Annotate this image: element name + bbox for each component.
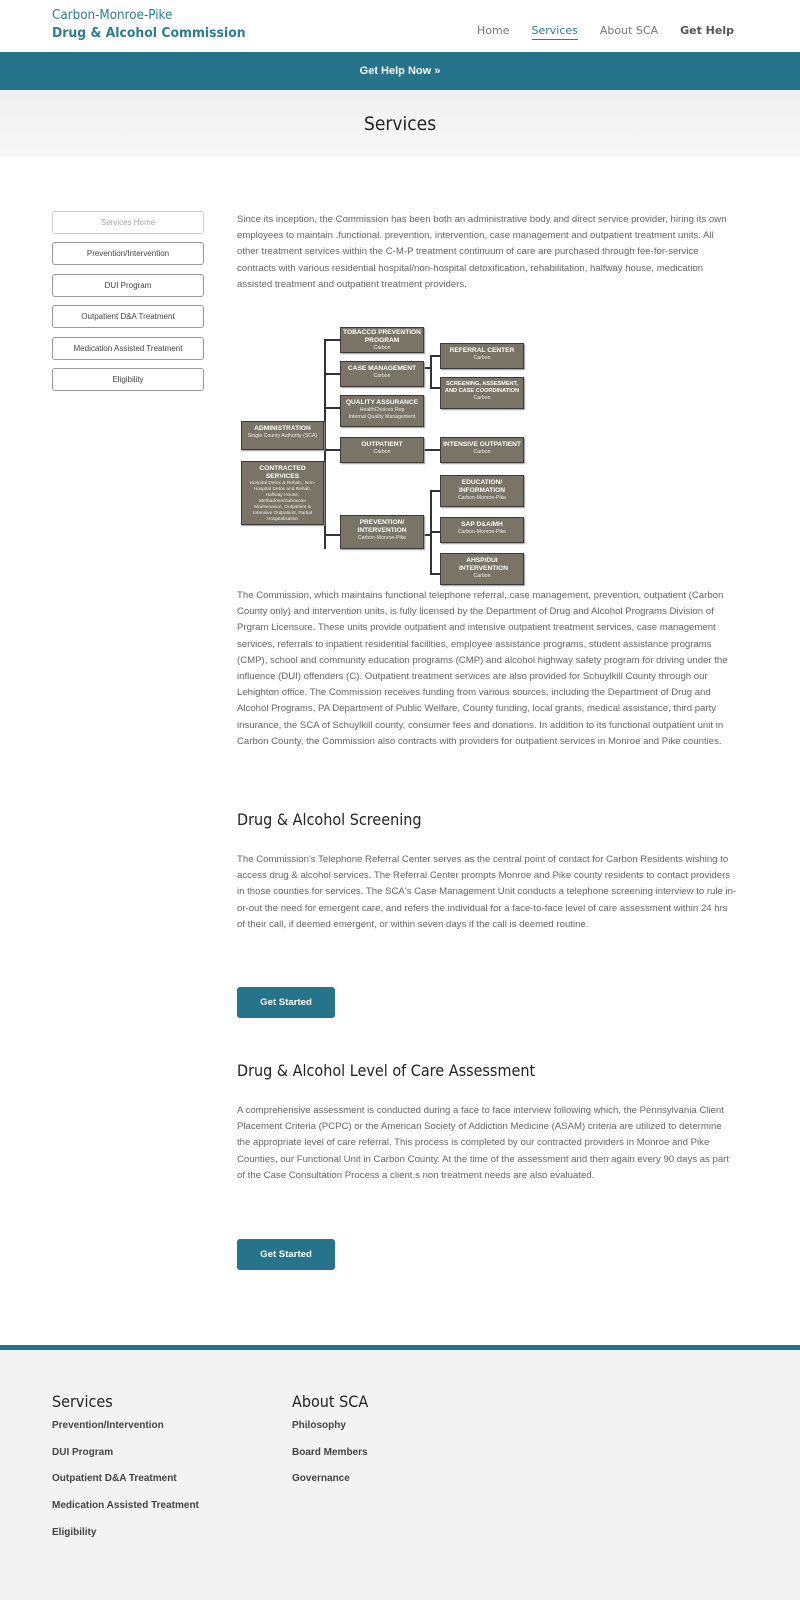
footer-services-heading: Services — [52, 1392, 113, 1411]
org-box-title: CONTRACTED SERVICES — [259, 465, 306, 480]
org-box-sub: Carbon — [473, 355, 491, 361]
sidebar-item-services-home[interactable]: Services Home — [52, 211, 204, 234]
org-line — [430, 355, 432, 387]
site-logo[interactable] — [52, 8, 262, 42]
footer-link-philosophy[interactable]: Philosophy — [292, 1420, 346, 1431]
footer-about-heading: About SCA — [292, 1392, 369, 1411]
assessment-heading: Drug & Alcohol Level of Care Assessment — [237, 1061, 536, 1080]
org-box-title: ADMINISTRATION — [254, 425, 311, 432]
nav-home[interactable]: Home — [477, 24, 510, 37]
screening-heading: Drug & Alcohol Screening — [237, 810, 422, 829]
footer-link-medication[interactable]: Medication Assisted Treatment — [52, 1500, 199, 1512]
org-box-title: EDUCATION/ INFORMATION — [458, 479, 506, 494]
commission-section — [237, 588, 737, 750]
org-box-title: CASE MANAGEMENT — [347, 365, 417, 372]
commission-paragraph: The Commission, which maintains functional telephone referral, case management, prevention, outpatient (Carbon County only) and intervention units, is fully licensed by the Department of Drug and Alcohol Programs Division of Prgram Licensure. These units provide outpatient and intensive outpatient treatment services, case management services, referrals to inpatient residential facilities, employee assistance programs, student assistance programs (CMP), school and community education programs (CMP) and alcohol highway safety program for driving under the influence (DUI) offenders (C). Outpatient treatment services are also provided for Schuylkill County through our Lehighton office. The Commission receives funding from various sources, including the Department of Drug and Alcohol Programs, PA Department of Public Welfare, County funding, local grants, medical assistance, third party insurance, the SCA of Schuylkill county, consumer fees and donations. In addition to its functional outpatient unit in Carbon County, the Commission also contracts with providers for outpatient services in Monroe and Pike counties. — [237, 590, 728, 747]
footer-link-outpatient[interactable]: Outpatient D&A Treatment — [52, 1473, 177, 1485]
main-nav — [455, 24, 734, 40]
org-line — [430, 387, 440, 389]
org-line — [324, 407, 340, 409]
org-line — [430, 355, 440, 357]
org-box-title: INTENSIVE OUTPATIENT — [443, 441, 521, 448]
org-box-quality-assurance — [340, 395, 424, 427]
screening-section — [237, 810, 737, 933]
footer-link-dui[interactable]: DUI Program — [52, 1446, 114, 1458]
org-box-sub: Carbon-Monroe-Pike — [457, 529, 507, 535]
logo-line2: Drug & Alcohol Commission — [52, 25, 246, 41]
org-box-sub: Hospital Detox & Rehab., Non-Hospital Detox and Rehab, Halfway House, Methadone/Suboxone Maintenance, Outpatient & Intensive Outpatient, Partial Hospitalization — [249, 481, 316, 522]
get-help-now-link[interactable]: Get Help Now » — [359, 65, 441, 77]
logo-line1: Carbon-Monroe-Pike — [52, 8, 173, 23]
footer-services-column — [52, 1392, 199, 1547]
footer-link-eligibility[interactable]: Eligibility — [52, 1526, 97, 1538]
org-line — [324, 534, 340, 536]
org-box-title: SCREENING, ASSESMENT, AND CASE COORDINATION — [444, 381, 520, 394]
org-line — [324, 373, 340, 375]
nav-about-sca[interactable]: About SCA — [599, 24, 659, 37]
org-box-sub: Carbon — [373, 449, 391, 455]
main-content — [237, 212, 737, 293]
org-line — [430, 573, 440, 575]
org-box-tobacco-prevention — [340, 327, 424, 353]
org-box-sub: Carbon — [373, 373, 391, 379]
org-box-intensive-outpatient — [440, 437, 524, 463]
org-box-sub: Carbon-Monroe-Pike — [457, 495, 507, 501]
org-box-case-management — [340, 361, 424, 387]
org-line — [324, 339, 326, 549]
get-help-bar[interactable] — [0, 52, 800, 90]
org-chart — [240, 325, 530, 587]
org-box-title: TOBACCO PREVENTION PROGRAM — [343, 329, 421, 344]
nav-services[interactable]: Services — [532, 24, 578, 40]
assessment-section — [237, 1061, 737, 1184]
org-box-sub: Carbon — [473, 449, 491, 455]
org-box-title: QUALITY ASSURANCE — [345, 399, 419, 406]
org-line — [324, 449, 340, 451]
org-box-sub: Carbon — [373, 345, 391, 351]
assessment-paragraph: A comprehensive assessment is conducted during a face to face interview following which, the Pennsylvania Client Placement Criteria (PCPC) or the American Society of Addiction Medicine (ASAM) criteria are utilized to determine the appropriate level of care referral. This process is completed by our contracted providers in Monroe and Pike Counties, our Functional Unit in Carbon County. At the time of the assessment and then again every 90 days as part of the Case Consultation Process a client.s non treatment needs are also evaluated. — [237, 1105, 730, 1181]
org-box-sub: Internal Quality Management — [348, 414, 416, 420]
sidebar-item-eligibility[interactable]: Eligibility — [52, 368, 204, 391]
org-box-sub: Single County Authority (SCA) — [247, 433, 318, 439]
org-box-title: PREVENTION/ INTERVENTION — [357, 519, 407, 534]
sidebar-item-prevention-intervention[interactable]: Prevention/Intervention — [52, 242, 204, 265]
screening-paragraph: The Commission's Telephone Referral Center serves as the central point of contact for Carbon Residents wishing to access drug & alcohol services. The Referral Center prompts Monroe and Pike county residents to contact providers in those counties for services. The SCA's Case Management Unit conducts a telephone screening interview to rule in-or-out the need for emergent care, and refers the individual for a face-to-face level of care assessment within 24 hrs of their call, if deemed emergent, or within seven days if the call is deemed routine. — [237, 854, 737, 930]
org-box-prevention-intervention — [340, 515, 424, 549]
org-box-contracted-services — [241, 461, 324, 525]
org-line — [424, 449, 440, 451]
site-header — [0, 0, 800, 52]
org-box-referral-center — [440, 343, 524, 369]
org-box-screening — [440, 377, 524, 409]
org-box-sub: Carbon — [473, 395, 491, 401]
site-footer — [0, 1350, 800, 1600]
page-title: Services — [363, 112, 437, 135]
org-box-title: REFERRAL CENTER — [449, 347, 515, 354]
org-line — [430, 531, 440, 533]
org-box-outpatient — [340, 437, 424, 463]
footer-link-board-members[interactable]: Board Members — [292, 1446, 368, 1458]
sidebar-item-dui-program[interactable]: DUI Program — [52, 274, 204, 297]
sidebar-item-outpatient-treatment[interactable]: Outpatient D&A Treatment — [52, 305, 204, 328]
footer-link-governance[interactable]: Governance — [292, 1473, 350, 1485]
footer-about-column — [292, 1392, 377, 1493]
footer-link-prevention[interactable]: Prevention/Intervention — [52, 1420, 164, 1431]
org-line — [324, 339, 340, 341]
org-box-administration — [241, 421, 324, 450]
services-sidebar — [52, 211, 204, 399]
nav-get-help[interactable]: Get Help — [680, 24, 734, 37]
org-box-sub: Carbon — [473, 573, 491, 579]
org-box-title: AHSP/DUI INTERVENTION — [459, 557, 508, 572]
org-line — [430, 490, 440, 492]
org-box-sub: Carbon-Monroe-Pike — [357, 535, 407, 541]
intro-paragraph: Since its inception, the Commission has been both an administrative body and direct service provider, hiring its own employees to maintain .functional. prevention, intervention, case management and outpatient treatment units. All other treatment services within the C-M-P treatment continuum of care are purchased through fee-for-service contracts with various residential hospital/non-hospital detoxification, rehabilitation, halfway house, medication assisted treatment and outpatient treatment providers. — [237, 214, 727, 290]
org-box-ahsp-dui — [440, 553, 524, 585]
org-box-sub: HealthChoices Rep — [359, 407, 405, 413]
org-box-sap — [440, 517, 524, 543]
page-banner — [0, 90, 800, 157]
org-box-education-information — [440, 475, 524, 507]
org-box-title: SAP D&A/MH — [461, 521, 503, 528]
assessment-get-started-button[interactable]: Get Started — [237, 1239, 335, 1270]
screening-get-started-button[interactable]: Get Started — [237, 987, 335, 1018]
sidebar-item-medication-assisted[interactable]: Medication Assisted Treatment — [52, 337, 204, 360]
org-box-title: OUTPATIENT — [361, 441, 403, 448]
